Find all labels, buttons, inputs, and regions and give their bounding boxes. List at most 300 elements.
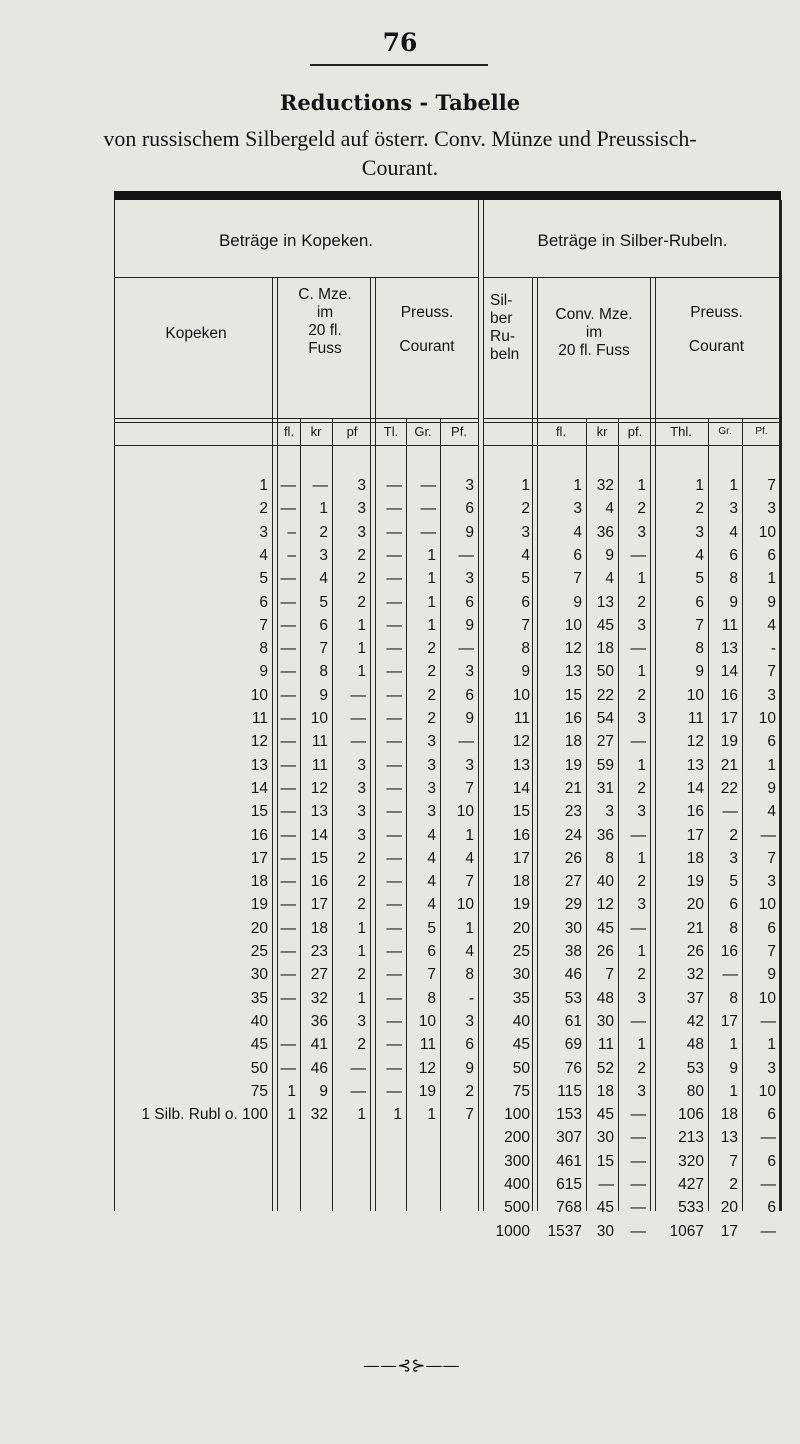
fl-right-value: 6 <box>573 546 582 564</box>
pf-right-preuss-value: 10 <box>758 896 776 914</box>
gr-right-value: — <box>722 803 738 821</box>
fl-value: — <box>280 779 296 797</box>
kopeken-value: 50 <box>250 1059 268 1077</box>
rubel-value: 300 <box>504 1152 530 1170</box>
kr-right-value: 45 <box>596 616 614 634</box>
pf-preuss-value: 9 <box>465 616 474 634</box>
pf-right-preuss-value: 1 <box>767 756 776 774</box>
gr-value: 3 <box>427 803 436 821</box>
gr-right-value: 1 <box>729 1036 738 1054</box>
rubel-value: 25 <box>512 943 530 960</box>
left-group-rule <box>114 277 478 278</box>
gr-right-value: 1 <box>729 477 738 494</box>
tl-value: — <box>386 896 402 914</box>
kopeken-value: 25 <box>250 943 268 960</box>
gr-value: 4 <box>427 873 436 891</box>
gr-right-value: 2 <box>729 1176 738 1193</box>
pf-preuss-value: 10 <box>456 803 474 821</box>
thl-value: 213 <box>678 1129 704 1147</box>
kopeken-header: Kopeken <box>165 325 227 342</box>
rubel-value: 17 <box>512 849 530 867</box>
pf-right-preuss-value: 6 <box>767 546 776 564</box>
kopeken-value: 35 <box>250 989 268 1007</box>
unit-fl: fl. <box>283 424 295 439</box>
pf-value: — <box>350 710 366 727</box>
kopeken-value: 18 <box>250 873 268 891</box>
rule-fl-kr-right <box>586 419 587 1211</box>
kr-right-value: 30 <box>596 1222 614 1240</box>
pf-value: 3 <box>357 477 366 494</box>
kr-right-value: 7 <box>605 966 614 984</box>
preuss-courant-right-header: Preuss. Courant <box>688 304 745 355</box>
fl-right-value: 38 <box>564 943 582 960</box>
fl-value: — <box>280 966 296 984</box>
gr-value: 1 <box>427 616 436 634</box>
gr-right-value: 8 <box>729 989 738 1007</box>
pf-right-preuss-value: — <box>760 1129 776 1147</box>
unit-pf: pf <box>346 424 358 439</box>
gr-right-value: 9 <box>729 593 738 611</box>
fl-value: — <box>280 849 296 867</box>
pf-preuss-value: 3 <box>465 663 474 681</box>
pf-right-preuss-value: 9 <box>767 593 776 611</box>
kopeken-value: 7 <box>259 616 268 634</box>
kr-value: 11 <box>311 733 328 751</box>
tl-value: — <box>386 616 402 634</box>
gr-value: 1 <box>427 570 436 588</box>
tl-value: — <box>386 500 402 518</box>
kr-value: 36 <box>310 1012 328 1030</box>
pf-right-preuss-value: — <box>760 1222 776 1240</box>
kr-value: 5 <box>319 593 328 611</box>
kr-value: 32 <box>310 989 328 1007</box>
fl-right-value: 1537 <box>547 1222 582 1240</box>
rubel-value: 45 <box>512 1036 530 1054</box>
pf-right-value: 2 <box>637 873 646 891</box>
kopeken-value: 10 <box>250 686 268 704</box>
fl-value: 1 <box>287 1106 296 1124</box>
pf-preuss-value: - <box>468 989 474 1007</box>
kr-value: 17 <box>310 896 328 914</box>
thl-value: 19 <box>686 873 704 891</box>
fl-value: — <box>280 756 296 774</box>
pf-right-value: — <box>630 546 646 564</box>
fl-right-value: 24 <box>564 826 582 844</box>
pf-value: 1 <box>357 989 366 1007</box>
gr-value: 3 <box>427 779 436 797</box>
unit-kr-right: kr <box>596 424 608 439</box>
kr-value: 13 <box>310 803 328 821</box>
pf-right-preuss-value: — <box>760 826 776 844</box>
tl-value: — <box>386 570 402 588</box>
kr-value: 32 <box>310 1106 328 1124</box>
tl-value: — <box>386 640 402 658</box>
fl-value: — <box>280 733 296 751</box>
tl-value: — <box>386 966 402 984</box>
fl-right-value: 4 <box>573 523 582 541</box>
pf-right-preuss-value: 7 <box>767 849 776 867</box>
kr-value: 18 <box>310 919 328 937</box>
rule-gr-pf-right <box>742 419 743 1211</box>
tl-value: — <box>386 733 402 751</box>
gr-right-value: 21 <box>720 756 738 774</box>
thl-value: 13 <box>686 756 704 774</box>
tl-value: 1 <box>393 1106 402 1124</box>
pf-right-preuss-value: 4 <box>767 803 776 821</box>
rubel-value: 6 <box>521 593 530 611</box>
unit-thl: Thl. <box>670 424 692 439</box>
silber-rubeln-header: Sil- ber Ru- beln <box>490 292 520 363</box>
thl-value: 106 <box>678 1106 704 1124</box>
kr-value: 7 <box>319 640 328 658</box>
pf-right-value: — <box>630 1106 646 1124</box>
left-group-header: Beträge in Kopeken. <box>218 231 374 250</box>
right-group-header: Beträge in Silber-Rubeln. <box>537 231 728 250</box>
pf-right-preuss-value: 7 <box>767 663 776 681</box>
thl-value: 10 <box>686 686 704 704</box>
rubel-value: 30 <box>512 966 530 984</box>
rubel-value: 100 <box>504 1106 530 1124</box>
gr-value: 4 <box>427 896 436 914</box>
fl-value: — <box>280 1059 296 1077</box>
pf-preuss-value: 1 <box>465 919 474 937</box>
gr-right-value: 16 <box>720 943 738 960</box>
gr-right-value: 17 <box>720 1012 738 1030</box>
fl-value: — <box>280 1036 296 1054</box>
table-subtitle: von russischem Silbergeld auf österr. Conv. Münze und Preussisch-Courant. <box>103 126 697 180</box>
pf-right-preuss-value: 10 <box>758 710 776 727</box>
pf-right-value: 3 <box>637 523 646 541</box>
kopeken-value: 45 <box>250 1036 268 1054</box>
fl-right-value: 30 <box>564 919 582 937</box>
pf-value: 2 <box>357 570 366 588</box>
pf-value: 3 <box>357 779 366 797</box>
pf-value: 1 <box>357 1106 366 1124</box>
pf-right-preuss-value: 6 <box>767 1152 776 1170</box>
rubel-value: 1000 <box>495 1222 530 1240</box>
fl-value: — <box>280 686 296 704</box>
unit-fl-right: fl. <box>555 424 567 439</box>
pf-value: 3 <box>357 756 366 774</box>
pf-right-preuss-value: 3 <box>767 500 776 518</box>
gr-value: 1 <box>427 593 436 611</box>
rubel-value: 75 <box>512 1082 530 1100</box>
fl-right-value: 61 <box>564 1012 582 1030</box>
pf-preuss-value: 3 <box>465 477 474 494</box>
tl-value: — <box>386 546 402 564</box>
pf-right-value: — <box>630 1222 646 1240</box>
kr-value: 41 <box>310 1036 328 1054</box>
gr-value: 4 <box>427 826 436 844</box>
rule-kr-pf-right <box>618 419 619 1211</box>
fl-value: — <box>280 640 296 658</box>
pf-right-value: 2 <box>637 779 646 797</box>
kr-right-value: 22 <box>596 686 614 704</box>
kr-value: 10 <box>310 710 328 727</box>
fl-right-value: 16 <box>564 710 582 727</box>
pf-right-value: 1 <box>637 663 646 681</box>
pf-right-value: 3 <box>637 896 646 914</box>
tl-value: — <box>386 1082 402 1100</box>
kr-value: 15 <box>310 849 328 867</box>
preuss-courant-left-header: Preuss. Courant <box>399 304 455 355</box>
kr-right-value: 18 <box>596 1082 614 1100</box>
fl-right-value: 768 <box>556 1199 582 1217</box>
rule-gr-pf <box>440 419 441 1211</box>
gr-right-value: 20 <box>720 1199 738 1217</box>
kr-value: 16 <box>310 873 328 891</box>
kr-value: 12 <box>310 779 328 797</box>
fl-right-value: 19 <box>564 756 582 774</box>
gr-right-value: 6 <box>729 896 738 914</box>
pf-right-value: 2 <box>637 686 646 704</box>
pf-value: 2 <box>357 1036 366 1054</box>
fl-right-value: 12 <box>564 640 582 658</box>
thl-value: 9 <box>695 663 704 681</box>
kr-right-value: 26 <box>596 943 614 960</box>
gr-value: 2 <box>427 663 436 681</box>
pf-right-preuss-value: 6 <box>767 1199 776 1217</box>
pf-right-value: 1 <box>637 756 646 774</box>
pf-value: 3 <box>357 1012 366 1030</box>
thl-value: 11 <box>687 710 704 727</box>
tl-value: — <box>386 1012 402 1030</box>
fl-right-value: 115 <box>557 1082 582 1100</box>
fl-right-value: 15 <box>564 686 582 704</box>
pf-right-preuss-value: — <box>760 1012 776 1030</box>
tl-value: — <box>386 779 402 797</box>
pf-right-preuss-value: 3 <box>767 873 776 891</box>
kopeken-value: 75 <box>250 1082 268 1100</box>
pf-preuss-value: — <box>458 546 474 564</box>
pf-preuss-value: 8 <box>465 966 474 984</box>
gr-value: — <box>420 477 436 494</box>
rubel-value: 35 <box>512 989 530 1007</box>
gr-right-value: 5 <box>729 873 738 891</box>
fl-value: — <box>280 803 296 821</box>
thl-value: 21 <box>686 919 704 937</box>
pf-right-preuss-value: - <box>770 640 776 658</box>
tl-value: — <box>386 593 402 611</box>
rule-cmze-preuss <box>370 277 376 1211</box>
pf-value: 3 <box>357 826 366 844</box>
pf-right-value: 3 <box>637 616 646 634</box>
tl-value: — <box>386 873 402 891</box>
kr-right-value: 40 <box>596 873 614 891</box>
kopeken-value: 9 <box>259 663 268 681</box>
kr-value: 2 <box>319 523 328 541</box>
kr-value: 6 <box>319 616 328 634</box>
thl-value: 48 <box>686 1036 704 1054</box>
pf-right-value: 1 <box>637 477 646 494</box>
unit-gr-right: Gr. <box>718 426 732 437</box>
kopeken-value: 17 <box>250 849 268 867</box>
pf-right-preuss-value: 10 <box>758 523 776 541</box>
kr-right-value: 48 <box>596 989 614 1007</box>
unit-gr: Gr. <box>414 424 432 439</box>
kopeken-value: 15 <box>250 803 268 821</box>
fl-right-value: 23 <box>564 803 582 821</box>
kr-right-value: 54 <box>596 710 614 727</box>
gr-value: 2 <box>427 686 436 704</box>
fl-right-value: 29 <box>564 896 582 914</box>
gr-right-value: 1 <box>729 1082 738 1100</box>
tl-value: — <box>386 1036 402 1054</box>
kr-right-value: 36 <box>596 523 614 541</box>
left-outer-border <box>114 200 115 1211</box>
unit-pf-preuss: Pf. <box>451 424 467 439</box>
pf-right-value: — <box>630 1152 646 1170</box>
fl-value: 1 <box>287 1082 296 1100</box>
fl-right-value: 307 <box>556 1129 582 1147</box>
kr-right-value: 30 <box>596 1129 614 1147</box>
pf-right-value: — <box>630 1012 646 1030</box>
pf-value: 1 <box>357 663 366 681</box>
pf-right-value: 1 <box>637 1036 646 1054</box>
pf-value: 3 <box>357 803 366 821</box>
fl-right-value: 13 <box>564 663 582 681</box>
page-number: 76 <box>382 28 418 57</box>
thl-value: 26 <box>686 943 704 960</box>
pf-value: 2 <box>357 849 366 867</box>
kr-value: 23 <box>310 943 328 960</box>
rule-conv-preuss <box>650 277 656 1211</box>
pf-right-value: — <box>630 1129 646 1147</box>
gr-value: 19 <box>418 1082 436 1100</box>
pf-right-value: 2 <box>637 500 646 518</box>
rubel-value: 14 <box>512 779 530 797</box>
left-unit-rule <box>114 445 478 446</box>
gr-right-value: 4 <box>729 523 738 541</box>
unit-kr: kr <box>310 424 322 439</box>
fl-value: — <box>280 873 296 891</box>
pf-right-preuss-value: 6 <box>767 1106 776 1124</box>
tl-value: — <box>386 989 402 1007</box>
thl-value: 18 <box>686 849 704 867</box>
right-group-rule <box>484 277 781 278</box>
gr-right-value: 19 <box>720 733 738 751</box>
pf-right-value: — <box>630 640 646 658</box>
kr-right-value: 59 <box>596 756 614 774</box>
pf-right-preuss-value: 7 <box>767 477 776 494</box>
rubel-value: 4 <box>521 546 530 564</box>
kopeken-value: 5 <box>259 570 268 588</box>
thl-value: 427 <box>678 1176 704 1193</box>
pf-value: 3 <box>357 500 366 518</box>
gr-value: 12 <box>418 1059 436 1077</box>
fl-value: — <box>280 616 296 634</box>
pf-preuss-value: 9 <box>465 1059 474 1077</box>
kr-value: 46 <box>310 1059 328 1077</box>
kr-right-value: 15 <box>596 1152 614 1170</box>
tl-value: — <box>386 663 402 681</box>
gr-value: 8 <box>427 989 436 1007</box>
gr-right-value: 17 <box>720 710 738 727</box>
rule-kopeken <box>272 277 278 1211</box>
rubel-value: 200 <box>504 1129 530 1147</box>
gr-right-value: 18 <box>720 1106 738 1124</box>
pf-right-preuss-value: 1 <box>767 1036 776 1054</box>
kopeken-value: 1 <box>259 477 268 494</box>
page-number-rule <box>310 64 488 66</box>
pf-right-value: 1 <box>637 570 646 588</box>
gr-right-value: 3 <box>729 849 738 867</box>
gr-value: 7 <box>427 966 436 984</box>
gr-value: 1 <box>427 1106 436 1124</box>
thl-value: 20 <box>686 896 704 914</box>
rubel-value: 12 <box>512 733 530 751</box>
pf-value: 2 <box>357 873 366 891</box>
rubel-value: 3 <box>521 523 530 541</box>
fl-right-value: 615 <box>556 1176 582 1193</box>
pf-preuss-value: 6 <box>465 500 474 518</box>
kr-right-value: 27 <box>596 733 614 751</box>
pf-right-preuss-value: 9 <box>767 779 776 797</box>
rule-thl-gr <box>708 419 709 1211</box>
pf-right-value: — <box>630 826 646 844</box>
kopeken-value: 3 <box>259 523 268 541</box>
left-header-rule <box>114 418 478 423</box>
rubel-value: 15 <box>512 803 530 821</box>
fl-value: — <box>280 896 296 914</box>
tl-value: — <box>386 756 402 774</box>
gr-right-value: 7 <box>729 1152 738 1170</box>
thl-value: 3 <box>695 523 704 541</box>
pf-preuss-value: 6 <box>465 686 474 704</box>
thl-value: 5 <box>695 570 704 588</box>
pf-preuss-value: 1 <box>465 826 474 844</box>
kopeken-value: 11 <box>251 710 268 727</box>
pf-right-value: 1 <box>637 849 646 867</box>
gr-value: 1 <box>427 546 436 564</box>
pf-preuss-value: 3 <box>465 570 474 588</box>
pf-value: 2 <box>357 546 366 564</box>
kr-right-value: 45 <box>596 1106 614 1124</box>
fl-right-value: 9 <box>573 593 582 611</box>
kr-value: 3 <box>319 546 328 564</box>
unit-pf-right-preuss: Pf. <box>755 426 768 437</box>
kopeken-value: 14 <box>250 779 268 797</box>
pf-right-value: 1 <box>637 943 646 960</box>
gr-value: 2 <box>427 710 436 727</box>
kopeken-value: 8 <box>259 640 268 658</box>
rubel-value: 19 <box>512 896 530 914</box>
thl-value: 42 <box>686 1012 704 1030</box>
fl-right-value: 3 <box>573 500 582 518</box>
fl-value: — <box>280 919 296 937</box>
thl-value: 17 <box>686 826 704 844</box>
kr-value: 1 <box>319 500 328 518</box>
kr-value: 14 <box>310 826 328 844</box>
tl-value: — <box>386 1059 402 1077</box>
table-title: Reductions - Tabelle <box>279 90 521 115</box>
gr-right-value: — <box>722 966 738 984</box>
kopeken-value: 1 Silb. Rubl o. 100 <box>141 1106 268 1124</box>
fl-right-value: 18 <box>564 733 582 751</box>
pf-preuss-value: 4 <box>465 849 474 867</box>
pf-preuss-value: 7 <box>465 873 474 891</box>
thl-value: 6 <box>695 593 704 611</box>
pf-right-preuss-value: 9 <box>767 966 776 984</box>
gr-right-value: 9 <box>729 1059 738 1077</box>
pf-value: 1 <box>357 943 366 960</box>
kr-right-value: 4 <box>605 570 614 588</box>
pf-right-preuss-value: 7 <box>767 943 776 960</box>
kr-right-value: 31 <box>596 779 614 797</box>
thl-value: 16 <box>686 803 704 821</box>
fl-right-value: 53 <box>564 989 582 1007</box>
rule-tl-gr <box>406 419 407 1211</box>
